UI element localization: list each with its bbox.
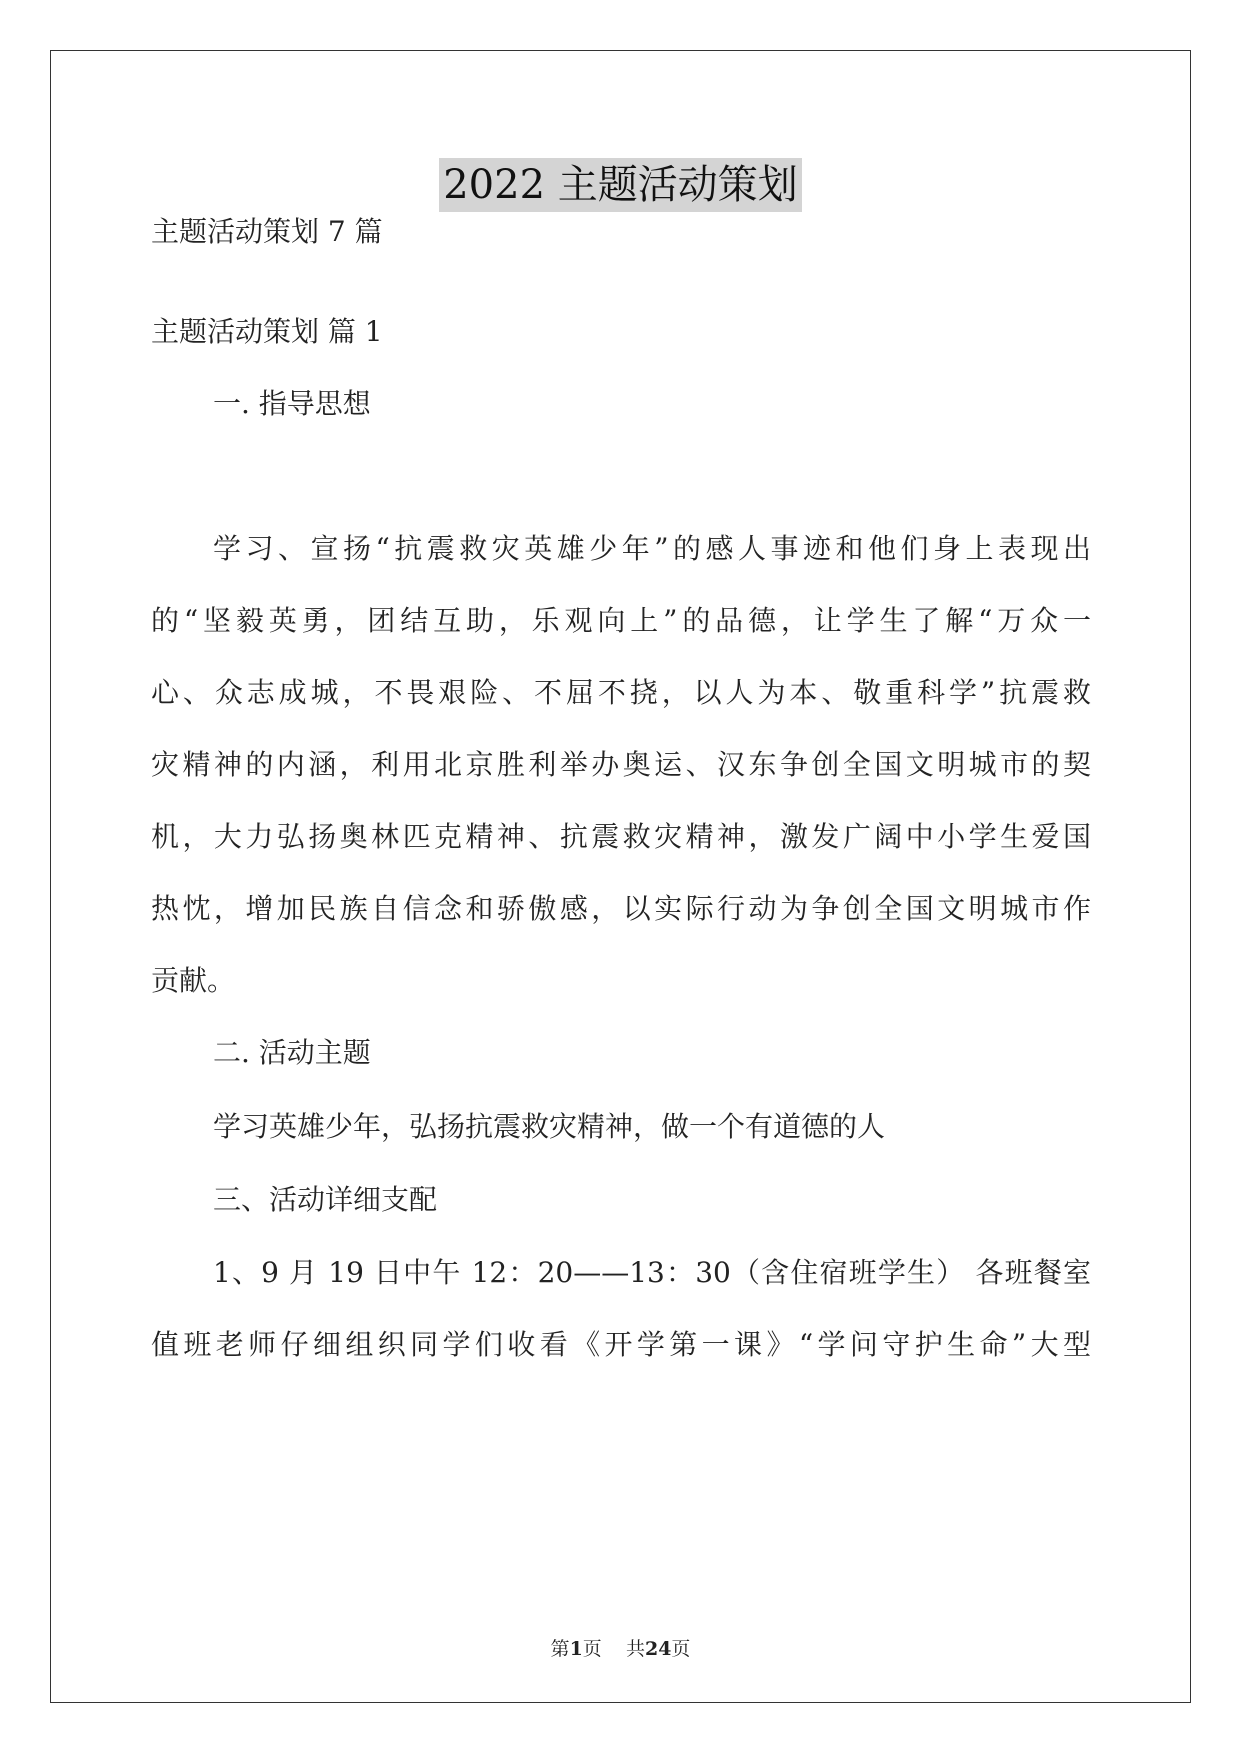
- paragraph-line: 心、众志成城，不畏艰险、不屈不挠，以人为本、敬重科学”抗震救: [151, 676, 1091, 709]
- paragraph-line: 值班老师仔细组织同学们收看《开学第一课》“学问守护生命”大型: [151, 1328, 1091, 1361]
- paragraph-line: 机，大力弘扬奥林匹克精神、抗震救灾精神，激发广阔中小学生爱国: [151, 820, 1091, 853]
- footer-page-suffix: 页: [671, 1638, 691, 1660]
- footer-page-prefix: 第: [550, 1638, 570, 1660]
- heading-activity-arrangement: 三、活动详细支配: [213, 1183, 438, 1216]
- document-title: 2022 主题活动策划: [439, 158, 802, 212]
- paragraph-line: 的“坚毅英勇，团结互助，乐观向上”的品德，让学生了解“万众一: [151, 604, 1091, 637]
- theme-text: 学习英雄少年，弘扬抗震救灾精神，做一个有道德的人: [213, 1110, 886, 1143]
- footer-page-number: 1: [569, 1638, 583, 1660]
- heading-guiding-ideology: 一. 指导思想: [213, 387, 371, 420]
- paragraph-line: 贡献。: [151, 964, 236, 997]
- footer-page-total: 24: [644, 1638, 672, 1660]
- footer-page-mid: 页 共: [582, 1638, 645, 1660]
- paragraph-line: 热忱，增加民族自信念和骄傲感，以实际行动为争创全国文明城市作: [151, 892, 1091, 925]
- paragraph-line: 1、9 月 19 日中午 12：20——13：30（含住宿班学生） 各班餐室: [213, 1256, 1091, 1289]
- title-container: [0, 158, 1241, 212]
- paragraph-line: 学习、宣扬“抗震救灾英雄少年”的感人事迹和他们身上表现出: [213, 532, 1091, 565]
- page-footer: [0, 1634, 1241, 1661]
- document-subtitle: 主题活动策划 7 篇: [151, 215, 383, 248]
- paragraph-line: 灾精神的内涵，利用北京胜利举办奥运、汉东争创全国文明城市的契: [151, 748, 1091, 781]
- section-heading: 主题活动策划 篇 1: [151, 315, 383, 348]
- heading-activity-theme: 二. 活动主题: [213, 1036, 371, 1069]
- page-border: [50, 50, 1191, 1703]
